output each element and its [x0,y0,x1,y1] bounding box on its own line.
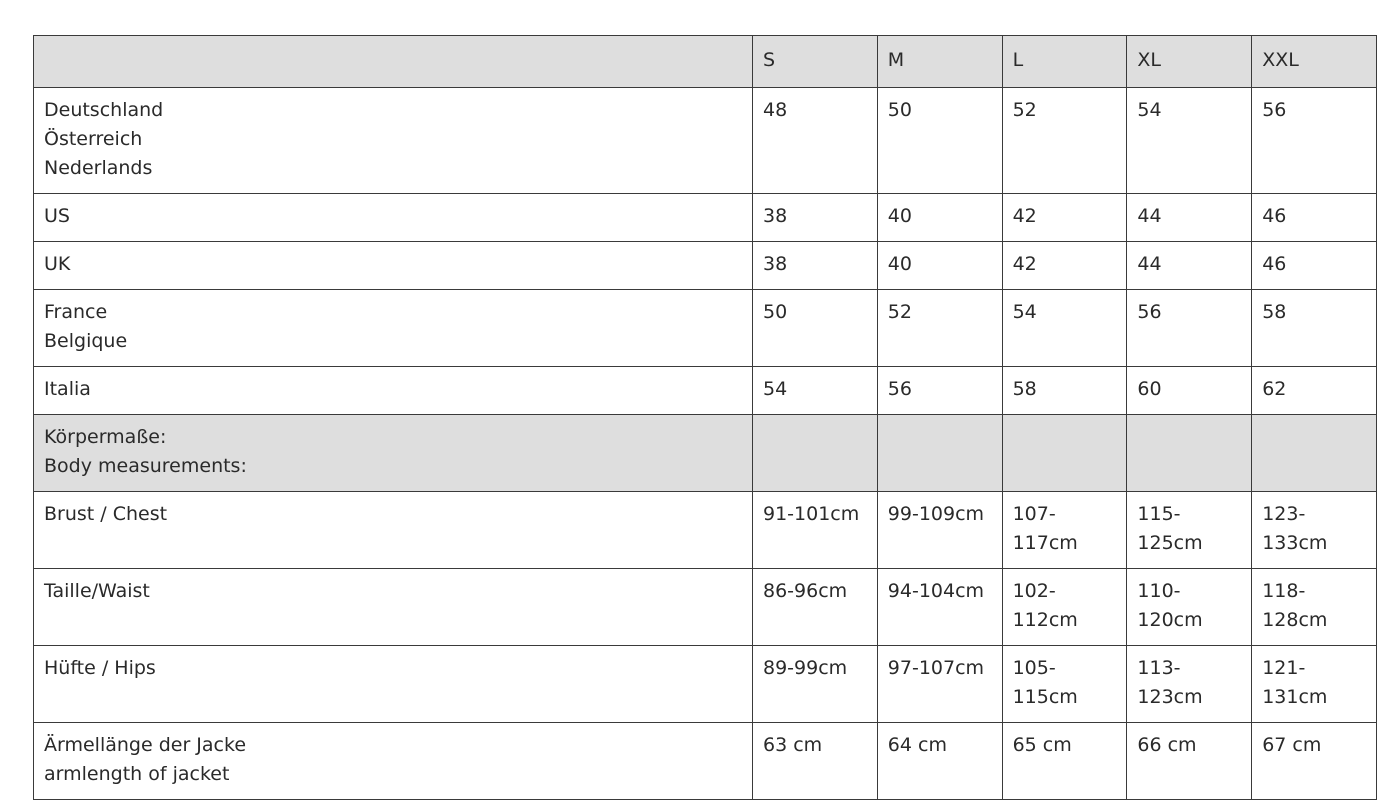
row-label-line: Body measurements: [44,455,247,477]
size-value-cell [1127,415,1252,492]
size-value-cell: 63 cm [753,723,878,800]
header-cell-m: M [877,36,1002,88]
size-value-cell: 58 [1002,367,1127,415]
row-label-cell [34,194,753,242]
row-label-line: Italia [44,378,91,400]
size-value-cell: 67 cm [1252,723,1377,800]
size-value-cell: 42 [1002,242,1127,290]
size-value-cell: 107-117cm [1002,492,1127,569]
table-row [34,88,1377,194]
row-label-line: Nederlands [44,157,153,179]
row-label-cell [34,88,753,194]
row-label-cell [34,367,753,415]
row-label-line: Belgique [44,330,128,352]
size-value-cell: 97-107cm [877,646,1002,723]
row-label-line: Körpermaße: [44,426,167,448]
size-value-cell: 50 [877,88,1002,194]
size-value-cell: 46 [1252,242,1377,290]
size-chart-table [33,35,1377,800]
row-label-cell [34,492,753,569]
table-row [34,569,1377,646]
size-value-cell: 89-99cm [753,646,878,723]
size-value-cell: 118-128cm [1252,569,1377,646]
table-row [34,646,1377,723]
row-label-line: Ärmellänge der Jacke [44,734,247,756]
row-label-cell [34,415,753,492]
size-value-cell: 38 [753,194,878,242]
size-value-cell: 62 [1252,367,1377,415]
row-label-cell [34,646,753,723]
section-row [34,415,1377,492]
size-value-cell: 44 [1127,194,1252,242]
row-label-line: Brust / Chest [44,503,168,525]
size-value-cell: 65 cm [1002,723,1127,800]
size-value-cell: 64 cm [877,723,1002,800]
size-value-cell: 48 [753,88,878,194]
size-value-cell: 44 [1127,242,1252,290]
header-row [34,36,1377,88]
size-value-cell [1002,415,1127,492]
table-header [34,36,1377,88]
size-value-cell: 94-104cm [877,569,1002,646]
size-value-cell: 121-131cm [1252,646,1377,723]
size-value-cell: 40 [877,242,1002,290]
size-value-cell [877,415,1002,492]
size-value-cell: 91-101cm [753,492,878,569]
table-row [34,242,1377,290]
size-value-cell: 56 [1127,290,1252,367]
row-label-line: UK [44,253,71,275]
table-row [34,723,1377,800]
size-value-cell: 38 [753,242,878,290]
size-value-cell: 66 cm [1127,723,1252,800]
size-value-cell: 54 [753,367,878,415]
size-value-cell: 60 [1127,367,1252,415]
size-value-cell: 56 [1252,88,1377,194]
row-label-cell [34,723,753,800]
row-label-line: Hüfte / Hips [44,657,156,679]
row-label-line: Deutschland [44,99,164,121]
header-cell-xl: XL [1127,36,1252,88]
row-label-line: Österreich [44,128,143,150]
row-label-line: France [44,301,108,323]
size-value-cell: 42 [1002,194,1127,242]
size-value-cell: 54 [1127,88,1252,194]
size-value-cell: 123-133cm [1252,492,1377,569]
header-cell-s: S [753,36,878,88]
size-value-cell: 105-115cm [1002,646,1127,723]
size-value-cell: 46 [1252,194,1377,242]
size-value-cell: 52 [1002,88,1127,194]
size-value-cell [753,415,878,492]
table-body [34,88,1377,800]
size-value-cell: 86-96cm [753,569,878,646]
size-value-cell: 50 [753,290,878,367]
size-value-cell: 56 [877,367,1002,415]
size-value-cell: 54 [1002,290,1127,367]
size-value-cell: 99-109cm [877,492,1002,569]
size-value-cell: 113-123cm [1127,646,1252,723]
size-value-cell [1252,415,1377,492]
row-label-cell [34,290,753,367]
size-value-cell: 40 [877,194,1002,242]
table-row [34,194,1377,242]
header-cell-xxl: XXL [1252,36,1377,88]
row-label-line: armlength of jacket [44,763,230,785]
table-row [34,492,1377,569]
size-value-cell: 115- 125cm [1127,492,1252,569]
header-cell-l: L [1002,36,1127,88]
row-label-line: Taille/Waist [44,580,150,602]
size-value-cell: 102-112cm [1002,569,1127,646]
header-cell-label [34,36,753,88]
size-value-cell: 58 [1252,290,1377,367]
table-row [34,290,1377,367]
size-value-cell: 52 [877,290,1002,367]
row-label-cell [34,242,753,290]
table-row [34,367,1377,415]
size-value-cell: 110-120cm [1127,569,1252,646]
row-label-line: US [44,205,70,227]
row-label-cell [34,569,753,646]
